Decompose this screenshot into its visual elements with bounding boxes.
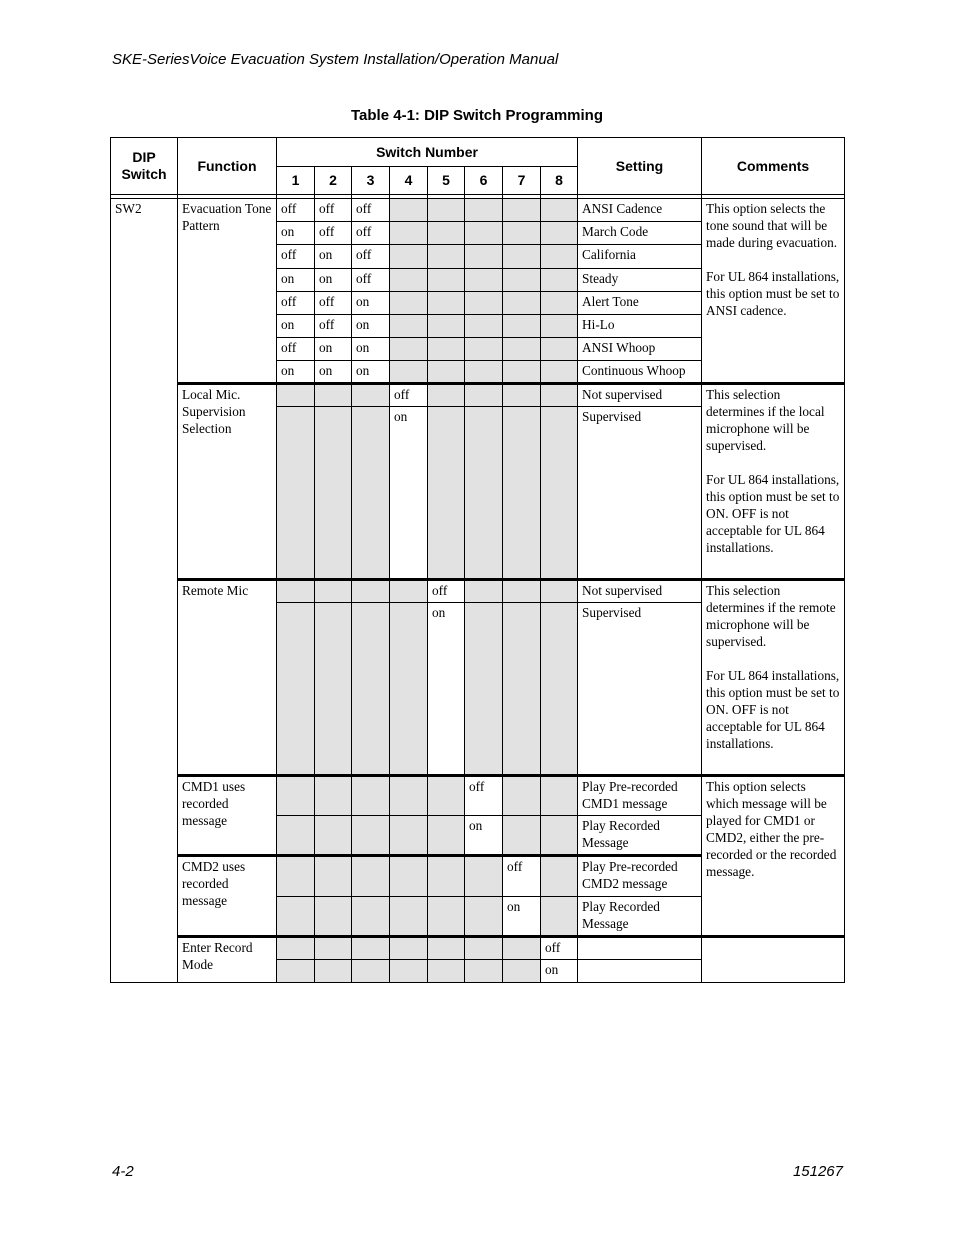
switch-4-unused — [390, 775, 428, 815]
switch-3-unused — [352, 936, 390, 959]
switch-4-unused — [390, 959, 428, 982]
comments-cell: This selection determines if the remote microphone will be supervised. For UL 864 installations, this option must be set to ON. OFF is not acceptable for UL 864 installations. — [702, 580, 845, 776]
setting-cell: Supervised — [578, 603, 702, 776]
switch-2-value: off — [315, 199, 352, 222]
switch-6-unused — [465, 407, 503, 580]
header-switch-3: 3 — [352, 167, 390, 195]
switch-6-unused — [465, 603, 503, 776]
switch-6-unused — [465, 361, 503, 384]
switch-5-unused — [428, 936, 465, 959]
switch-7-unused — [503, 580, 541, 603]
switch-5-unused — [428, 268, 465, 291]
switch-1-value: on — [277, 268, 315, 291]
header-switch-number: Switch Number — [277, 138, 578, 167]
table-row — [111, 199, 845, 222]
switch-6-unused — [465, 268, 503, 291]
switch-8-value: on — [541, 959, 578, 982]
switch-5-unused — [428, 896, 465, 936]
table-row — [111, 580, 845, 603]
switch-2-unused — [315, 407, 352, 580]
switch-2-value: on — [315, 361, 352, 384]
switch-3-value: off — [352, 222, 390, 245]
switch-8-unused — [541, 816, 578, 856]
switch-1-value: on — [277, 361, 315, 384]
setting-cell: Play Pre-recorded CMD2 message — [578, 856, 702, 896]
document-number: 151267 — [792, 1163, 843, 1180]
setting-cell: Hi-Lo — [578, 314, 702, 337]
header-switch-4: 4 — [390, 167, 428, 195]
switch-6-unused — [465, 245, 503, 268]
switch-2-value: off — [315, 291, 352, 314]
switch-1-unused — [277, 856, 315, 896]
switch-5-unused — [428, 407, 465, 580]
running-header: SKE-SeriesVoice Evacuation System Installation/Operation Manual — [112, 51, 559, 68]
header-switch-5: 5 — [428, 167, 465, 195]
comments-cell: This selection determines if the local microphone will be supervised. For UL 864 installations, this option must be set to ON. OFF is not acceptable for UL 864 installations. — [702, 384, 845, 580]
switch-5-unused — [428, 384, 465, 407]
function-cell: CMD1 uses recorded message — [178, 775, 277, 855]
switch-7-unused — [503, 775, 541, 815]
setting-cell: ANSI Cadence — [578, 199, 702, 222]
switch-1-unused — [277, 580, 315, 603]
switch-4-unused — [390, 245, 428, 268]
setting-cell: March Code — [578, 222, 702, 245]
switch-1-unused — [277, 896, 315, 936]
switch-6-unused — [465, 936, 503, 959]
switch-1-value: on — [277, 314, 315, 337]
header-function: Function — [178, 138, 277, 195]
switch-3-value: on — [352, 361, 390, 384]
setting-cell: Continuous Whoop — [578, 361, 702, 384]
setting-cell: Play Pre-recorded CMD1 message — [578, 775, 702, 815]
switch-4-unused — [390, 222, 428, 245]
switch-4-unused — [390, 816, 428, 856]
switch-1-value: off — [277, 291, 315, 314]
switch-4-value: off — [390, 384, 428, 407]
switch-6-unused — [465, 222, 503, 245]
switch-1-value: off — [277, 337, 315, 360]
switch-8-value: off — [541, 936, 578, 959]
switch-5-unused — [428, 199, 465, 222]
switch-6-value: on — [465, 816, 503, 856]
switch-6-unused — [465, 384, 503, 407]
switch-6-unused — [465, 896, 503, 936]
switch-3-unused — [352, 580, 390, 603]
switch-4-unused — [390, 856, 428, 896]
switch-3-value: off — [352, 268, 390, 291]
header-switch-2: 2 — [315, 167, 352, 195]
switch-8-unused — [541, 314, 578, 337]
header-switch-8: 8 — [541, 167, 578, 195]
switch-4-value: on — [390, 407, 428, 580]
setting-cell: Not supervised — [578, 580, 702, 603]
setting-cell — [578, 936, 702, 959]
switch-3-unused — [352, 959, 390, 982]
switch-3-unused — [352, 384, 390, 407]
setting-cell: Play Recorded Message — [578, 816, 702, 856]
switch-8-unused — [541, 361, 578, 384]
switch-1-value: on — [277, 222, 315, 245]
switch-2-unused — [315, 959, 352, 982]
switch-4-unused — [390, 896, 428, 936]
switch-7-unused — [503, 268, 541, 291]
switch-3-value: on — [352, 314, 390, 337]
switch-7-unused — [503, 291, 541, 314]
switch-1-unused — [277, 603, 315, 776]
switch-7-unused — [503, 245, 541, 268]
switch-3-unused — [352, 896, 390, 936]
switch-4-unused — [390, 361, 428, 384]
switch-2-value: off — [315, 314, 352, 337]
switch-5-unused — [428, 959, 465, 982]
table-title: Table 4-1: DIP Switch Programming — [351, 107, 603, 124]
switch-6-unused — [465, 856, 503, 896]
comments-cell: This option selects which message will be played for CMD1 or CMD2, either the pre-recorded or the recorded message. — [702, 775, 845, 936]
switch-2-unused — [315, 896, 352, 936]
switch-6-unused — [465, 580, 503, 603]
switch-6-unused — [465, 959, 503, 982]
switch-2-unused — [315, 580, 352, 603]
switch-7-unused — [503, 361, 541, 384]
switch-7-unused — [503, 384, 541, 407]
switch-8-unused — [541, 775, 578, 815]
switch-1-value: off — [277, 199, 315, 222]
switch-2-unused — [315, 936, 352, 959]
switch-4-unused — [390, 337, 428, 360]
switch-2-unused — [315, 856, 352, 896]
table-row — [111, 936, 845, 959]
switch-1-unused — [277, 959, 315, 982]
function-cell: Evacuation Tone Pattern — [178, 199, 277, 384]
switch-4-unused — [390, 936, 428, 959]
switch-3-value: off — [352, 245, 390, 268]
switch-4-unused — [390, 199, 428, 222]
switch-8-unused — [541, 199, 578, 222]
switch-1-value: off — [277, 245, 315, 268]
switch-3-unused — [352, 775, 390, 815]
switch-1-unused — [277, 775, 315, 815]
function-cell: Remote Mic — [178, 580, 277, 776]
header-switch-7: 7 — [503, 167, 541, 195]
switch-1-unused — [277, 936, 315, 959]
switch-5-unused — [428, 816, 465, 856]
switch-5-unused — [428, 856, 465, 896]
switch-1-unused — [277, 384, 315, 407]
switch-7-unused — [503, 816, 541, 856]
switch-4-unused — [390, 580, 428, 603]
setting-cell: Not supervised — [578, 384, 702, 407]
switch-3-unused — [352, 816, 390, 856]
switch-8-unused — [541, 896, 578, 936]
switch-5-unused — [428, 337, 465, 360]
switch-3-value: on — [352, 291, 390, 314]
header-dip-switch: DIP Switch — [111, 138, 178, 195]
switch-7-unused — [503, 936, 541, 959]
switch-7-value: off — [503, 856, 541, 896]
switch-8-unused — [541, 856, 578, 896]
switch-2-unused — [315, 816, 352, 856]
switch-7-unused — [503, 199, 541, 222]
switch-2-unused — [315, 384, 352, 407]
setting-cell: Play Recorded Message — [578, 896, 702, 936]
switch-8-unused — [541, 407, 578, 580]
switch-5-value: on — [428, 603, 465, 776]
switch-5-unused — [428, 361, 465, 384]
switch-2-value: on — [315, 245, 352, 268]
switch-1-unused — [277, 407, 315, 580]
switch-5-unused — [428, 314, 465, 337]
switch-5-unused — [428, 291, 465, 314]
switch-3-unused — [352, 603, 390, 776]
switch-8-unused — [541, 268, 578, 291]
header-setting: Setting — [578, 138, 702, 195]
switch-3-value: on — [352, 337, 390, 360]
switch-7-unused — [503, 222, 541, 245]
header-switch-6: 6 — [465, 167, 503, 195]
function-cell: Local Mic. Supervision Selection — [178, 384, 277, 580]
switch-6-unused — [465, 291, 503, 314]
switch-8-unused — [541, 291, 578, 314]
setting-cell: Alert Tone — [578, 291, 702, 314]
switch-5-unused — [428, 775, 465, 815]
header-switch-1: 1 — [277, 167, 315, 195]
function-cell: Enter Record Mode — [178, 936, 277, 982]
switch-6-unused — [465, 199, 503, 222]
switch-4-unused — [390, 268, 428, 291]
comments-cell: This option selects the tone sound that will be made during evacuation. For UL 864 installations, this option must be set to ANSI cadence. — [702, 199, 845, 384]
switch-2-unused — [315, 603, 352, 776]
switch-2-unused — [315, 775, 352, 815]
switch-8-unused — [541, 337, 578, 360]
setting-cell — [578, 959, 702, 982]
switch-6-unused — [465, 314, 503, 337]
switch-8-unused — [541, 384, 578, 407]
switch-8-unused — [541, 580, 578, 603]
switch-5-unused — [428, 222, 465, 245]
switch-4-unused — [390, 603, 428, 776]
switch-5-unused — [428, 245, 465, 268]
switch-3-unused — [352, 407, 390, 580]
switch-6-value: off — [465, 775, 503, 815]
switch-2-value: on — [315, 337, 352, 360]
switch-2-value: on — [315, 268, 352, 291]
switch-8-unused — [541, 245, 578, 268]
switch-3-unused — [352, 856, 390, 896]
switch-4-unused — [390, 314, 428, 337]
switch-7-unused — [503, 314, 541, 337]
switch-8-unused — [541, 222, 578, 245]
switch-1-unused — [277, 816, 315, 856]
page-number: 4-2 — [112, 1163, 134, 1180]
header-comments: Comments — [702, 138, 845, 195]
switch-7-unused — [503, 603, 541, 776]
comments-cell — [702, 936, 845, 982]
switch-8-unused — [541, 603, 578, 776]
setting-cell: Steady — [578, 268, 702, 291]
switch-5-value: off — [428, 580, 465, 603]
switch-7-unused — [503, 407, 541, 580]
setting-cell: ANSI Whoop — [578, 337, 702, 360]
dip-switch-table — [110, 137, 845, 983]
switch-2-value: off — [315, 222, 352, 245]
switch-7-unused — [503, 959, 541, 982]
switch-6-unused — [465, 337, 503, 360]
switch-4-unused — [390, 291, 428, 314]
setting-cell: California — [578, 245, 702, 268]
function-cell: CMD2 uses recorded message — [178, 856, 277, 936]
table-row — [111, 384, 845, 407]
table-row — [111, 775, 845, 815]
switch-7-value: on — [503, 896, 541, 936]
switch-3-value: off — [352, 199, 390, 222]
switch-7-unused — [503, 337, 541, 360]
dip-switch-cell: SW2 — [111, 199, 178, 983]
setting-cell: Supervised — [578, 407, 702, 580]
